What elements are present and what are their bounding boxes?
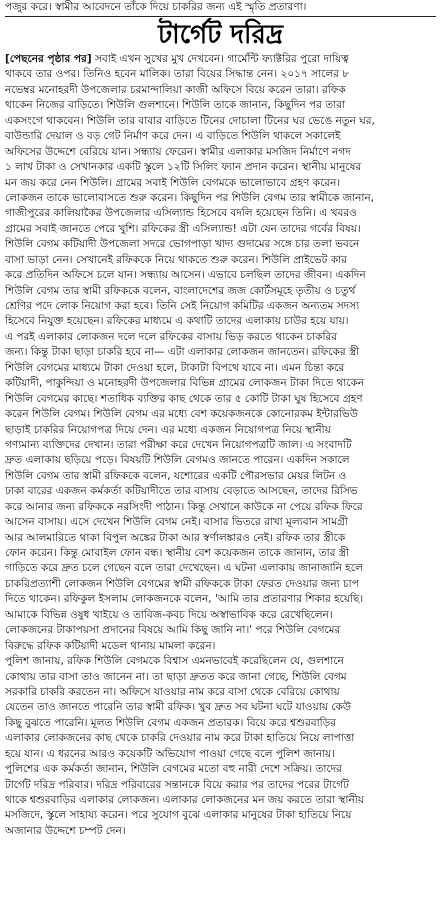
article-line-text: কোথায় তার বাসা তাও জানেন না। তা ছাড়া দ্রুতত করে জানা গেছে, শিউলি বেগম [5, 670, 347, 683]
article-line-text: পুলিশের এক কর্মকর্তা জানান, শিউলি বেগমের মতো বহু নারী দেশে সক্রিয়। তাদের [5, 763, 342, 776]
article-line-text: আমাকে বিভিন্ন ওষুধ খাইয়ে ও তাবিজ-কবচ দিয়ে অস্বাভাবিক করে রেখেছিলেন। [5, 608, 333, 621]
article-line-text: লোকজনের টাকাপয়সা প্রদানের বিষয়ে আমি কিছু জানি না।' পরে শিউলি বেগমের [5, 624, 341, 637]
article-line [5, 52, 436, 67]
article-line [5, 438, 436, 453]
article-line-text: অফিসের উদ্দেশে বেরিয়ে যান। সন্ধ্যায় ফেরেন। স্বামীর এলাকার মসজিদ নির্মাণে নগদ [5, 145, 351, 158]
article-line-text: শ্রেণির পদে লোক নিয়োগ করা হবে। তিনি সেই নিয়োগ কমিটির একজন অন্যতম সদস্য [5, 300, 360, 312]
article-line-text: বিরুদ্ধে রফিক কটিয়াদী মডেল থানায় মামলা করেন। [5, 639, 216, 652]
article-line [5, 793, 436, 808]
article-line [5, 114, 436, 129]
article-line [5, 423, 436, 438]
article-line-text: লোকজন তাকে ভালোবাসতে শুরু করেন। কিছুদিন পর শিউলি বেগম তার স্বামীকে জানান, [5, 191, 375, 204]
article-line [5, 469, 436, 484]
article-line [5, 237, 436, 252]
article-line [5, 500, 436, 515]
article-line-text: মসজিদে, স্কুলে সাহায্য করেন। পরে সুযোগ বুঝে এলাকার মানুষের টাকা হাতিয়ে নিয়ে [5, 809, 352, 822]
article-line [5, 176, 436, 191]
article-line-text: কটিয়াদী, পাকুন্দিয়া ও মনোহরদী উপজেলার বিভিন্ন গ্রামের লোকজন টাকা দিতে থাকেন [5, 377, 365, 390]
article-line [5, 83, 436, 98]
article-line-text: ঢাকা বারের একজন কর্মকর্তা কটিয়াদীতে তার বাসায় বেড়াতে আসছেন, তাদের রিসিভ [5, 485, 358, 498]
article-line-text: সবাই এখন সুখের মুখ দেখবেন। গার্মেন্টি ফ্যাক্টরির পুরো দায়িত্ব [94, 53, 349, 65]
article-line [5, 747, 436, 762]
article-line [5, 654, 436, 669]
article-line [5, 484, 436, 499]
article-line [5, 191, 436, 206]
article-line-text: থাকে শ্বশুরবাড়ির এলাকার লোকজন। এলাকার লোকজনের মন জয় করতে তারা স্থানীয় [5, 794, 364, 806]
article-line [5, 592, 436, 607]
article-line-text: ছাড়াই চাকরির নিয়োগপত্র দিয়ে দেন। এর মধ্যে একজন নিয়োগপত্র নিয়ে স্থানীয় [5, 423, 331, 436]
article-line [5, 253, 436, 268]
article-line [5, 345, 436, 360]
article-line-text: পুলিশ জানায়, রফিক শিউলি বেগমকে বিশ্বাস এমনভাবেই করেছিলেন যে, গুলশানে [5, 655, 344, 668]
previous-article-tail: পজুর করে। স্বামীর আবেদনে তাঁকে দিয়ে চাকরির জন্য এই স্মৃতি প্রতারণা। [5, 1, 307, 13]
article-line [5, 330, 436, 345]
article-line-text: করেন শিউলি বেগম। শিউলি বেগম এর মধ্যে বেশ কয়েকজনকে কোনোরকম ইন্টারভিউ [5, 408, 358, 421]
article-line [5, 762, 436, 777]
article-line [5, 639, 436, 654]
article-line [5, 67, 436, 82]
article-line-text: এ পরই এলাকার লোকজন দলে দলে রফিকের বাসায় ভিড় করতে থাকেন চাকরির [5, 330, 338, 343]
article-line [5, 623, 436, 638]
article-line [5, 824, 436, 839]
article-line [5, 561, 436, 576]
article-line-text: একসংগে থাকবেন। শিউলি তার বাবার বাড়িতে টিনের দোচালা টিনের ঘর ভেঙে নতুন ঘর, [5, 114, 375, 127]
article-line-text: দ্রুত এলাকায় ছড়িয়ে পড়ে। বিষয়টি শিউলি বেগমও জানতে পারেন। একদিন সকালে [5, 454, 350, 467]
article-line-text: আর আলমারিতে থাকা বিপুল অঙ্কের টাকা আর স্বর্ণালঙ্কারও নেই। রফিক তার স্ত্রীকে [5, 531, 346, 544]
article-line-text: বাউন্ডারি দেয়াল ও বড় গেট নির্মাণ করে দেন। এ বাড়িতে শিউলি থাকলে সকালেই [5, 130, 341, 143]
article-line-text: থাকবে তার ওপর। তিনিও হবেন মালিক। তারা বিয়ের সিদ্ধান্ত নেন। ২০১৭ সালের ৮ [5, 68, 350, 81]
article-line [5, 361, 436, 376]
article-line-text: আসেন বাসায়। এসে দেখেন শিউলি বেগম নেই। বাসার ভিতরে রাখা মূল্যবান সামগ্রী [5, 516, 348, 529]
article-line [5, 531, 436, 546]
article-line [5, 685, 436, 700]
article-line-text: শিউলি বেগমের মাধ্যমে টাকা দেওয়া হলে, টাকাটা বিপথে যাবে না। এমন চিন্তা করে [5, 361, 345, 374]
article-line [5, 407, 436, 422]
article-headline: টার্গেট দরিদ্র [157, 20, 284, 50]
article-line-text: শিউলি বেগমের কাছে। শতাধিক ব্যক্তির কাছ থেকে তার ৫ কোটি টাকা ঘুষ হিসেবে গ্রহণ [5, 392, 363, 405]
article-line [5, 392, 436, 407]
article-line-text: গাড়িতে করে দ্রুত চলে গেছেন বলে তারা দেখেছেন। এ ঘটনা এলাকায় জানাজানি হলে [5, 562, 363, 575]
continued-from-label: [পেছনের পৃষ্ঠার পর] [5, 53, 92, 65]
article-line-text: মন জয় করে নেন শিউলি। গ্রামের সবাই শিউলি বেগমকে ভালোভাবে গ্রহণ করেন। [5, 176, 341, 189]
article-line [5, 608, 436, 623]
article-line-text: গ্রামের সবাই জানতে পেরে খুশি। রফিকের স্ত্রী এসিল্যান্ড! এটা যেন তাদের গর্বের বিষয়। [5, 222, 361, 235]
article-line-text: হয়ে যান। এ ধরনের আরও কয়েকটি অভিযোগ পাওয়া গেছে বলে পুলিশ জানায়। [5, 747, 335, 760]
article-line [5, 376, 436, 391]
article-line [5, 808, 436, 823]
article-line [5, 546, 436, 561]
article-line-text: থাকেন নিজের বাড়িতে। শিউলি গুলশানে। শিউলি তাকে জানান, কিছুদিন পর তারা [5, 99, 346, 112]
article-line-text: শিউলি বেগম তার স্বামী রফিককে বলেন, যশোরের একটি পৌরসভার মেয়র লিটন ও [5, 469, 347, 482]
article-line [5, 160, 436, 175]
article-line-text: অজানার উদ্দেশে চম্পট দেন। [5, 824, 126, 837]
article-line-text: গাজীপুরের কালিয়াকৈর উপজেলার এসিল্যান্ড হিসেবে বদলি হয়েছেন তিনি। এ খবরও [5, 207, 357, 220]
article-line [5, 716, 436, 731]
article-line [5, 129, 436, 144]
article-line [5, 268, 436, 283]
article-line-text: করে প্রতিদিন অফিসে চলে যান। সন্ধ্যায় আসেন। এভাবে চলছিল তাদের জীবন। একদিন [5, 269, 366, 282]
article-line-text: যেতেন তাও জানতে পারেনি তার স্বামী রফিক। খুব দ্রুত সব ঘটনা ঘটে যাওয়ায় কেউ [5, 701, 352, 714]
article-line-text: বাসা ভাড়া নেন। সেখানেই রফিককে নিয়ে থাকতে শুরু করেন। শিউলি প্রাইভেট কার [5, 253, 347, 266]
article-line-text: জন্য। কিন্তু টাকা ছাড়া চাকরি হবে না— এটা এলাকার লোকজন জানতেন। রফিকের স্ত্রী [5, 346, 360, 359]
article-line [5, 314, 436, 329]
article-line-text: সরকারি চাকরি করতেন না। অফিসে যাওয়ার নাম করে বাসা থেকে বেরিয়ে কোথায় [5, 685, 340, 698]
article-line-text: ফোন করেন। কিন্তু মোবাইল ফোন বন্ধ। স্থানীয় বেশ কয়েকজন তাকে জানান, তার স্ত্রী [5, 547, 350, 559]
article-body [5, 52, 436, 839]
article-line [5, 700, 436, 715]
article-line-text: দিতে থাকেন। রফিকুল ইসলাম লোকজনকে বলেন, 'আমি তার প্রতারণার শিকার হয়েছি। [5, 593, 364, 606]
article-line-text: শিউলি বেগম কটিয়াদী উপজেলা সদরে ভোগপাড়া খাদ্য গুদামের সঙ্গে চার তলা ভবনে [5, 238, 360, 251]
article-line-text: শিউলি বেগম তার স্বামী রফিককে বলেন, বাংলাদেশের জজ কোর্টসমূহে তৃতীয় ও চতুর্থ [5, 284, 356, 297]
article-line-text: চাকরিপ্রত্যাশী লোকজন শিউলি বেগমের স্বামী রফিককে টাকা ফেরত দেওয়ার জন্য চাপ [5, 577, 359, 590]
article-line-text: টার্গেট দরিদ্র পরিবার। দরিদ্র পরিবারের সন্তানকে বিয়ে করার পর তাদের পরের টার্গেট [5, 778, 349, 791]
article-line [5, 670, 436, 685]
article-line [5, 206, 436, 221]
article-line-text: এলাকার লোকজনের কাছ থেকে চাকরি দেওয়ার নাম করে টাকা হাতিয়ে নিয়ে লাপাত্তা [5, 732, 355, 745]
article-line-text: গণ্যমান্য ব্যক্তিদের দেখান। তারা পরীক্ষা করে দেখেন নিয়োগপত্রটি জাল। এ সংবাদটি [5, 438, 352, 451]
article-line [5, 515, 436, 530]
article-line [5, 778, 436, 793]
article-line-text: কিছু বুঝতে পারেনি। মূলত শিউলি বেগম একজন প্রতারক। বিয়ে করে শ্বশুরবাড়ির [5, 716, 336, 729]
article-line [5, 731, 436, 746]
article-line [5, 299, 436, 314]
article-line [5, 145, 436, 160]
separator-rule [5, 16, 436, 17]
article-line-text: নভেম্বর মনোহরদী উপজেলার চরমান্দালিয়া কাজী অফিসে বিয়ে করেন তারা। রফিক [5, 83, 346, 96]
article-line-text: করে আনার জন্য রফিককে নরসিংদী পাঠান। কিন্তু সেখানে কাউকে না পেয়ে রফিক ফিরে [5, 500, 363, 513]
article-line [5, 453, 436, 468]
article-line [5, 577, 436, 592]
article-line-text: ১ লাখ টাকা ও সেখানকার একটি স্কুলে ১২টি সিলিং ফ্যান প্রদান করেন। স্থানীয় মানুষের [5, 161, 362, 174]
article-line-text: হিসেবে নিযুক্ত হয়েছেন। রফিকের মাধ্যমে এ কথাটি তাদের এলাকায় চাউর হয়ে যায়। [5, 315, 349, 328]
article-line [5, 98, 436, 113]
article-line [5, 284, 436, 299]
article-line [5, 222, 436, 237]
